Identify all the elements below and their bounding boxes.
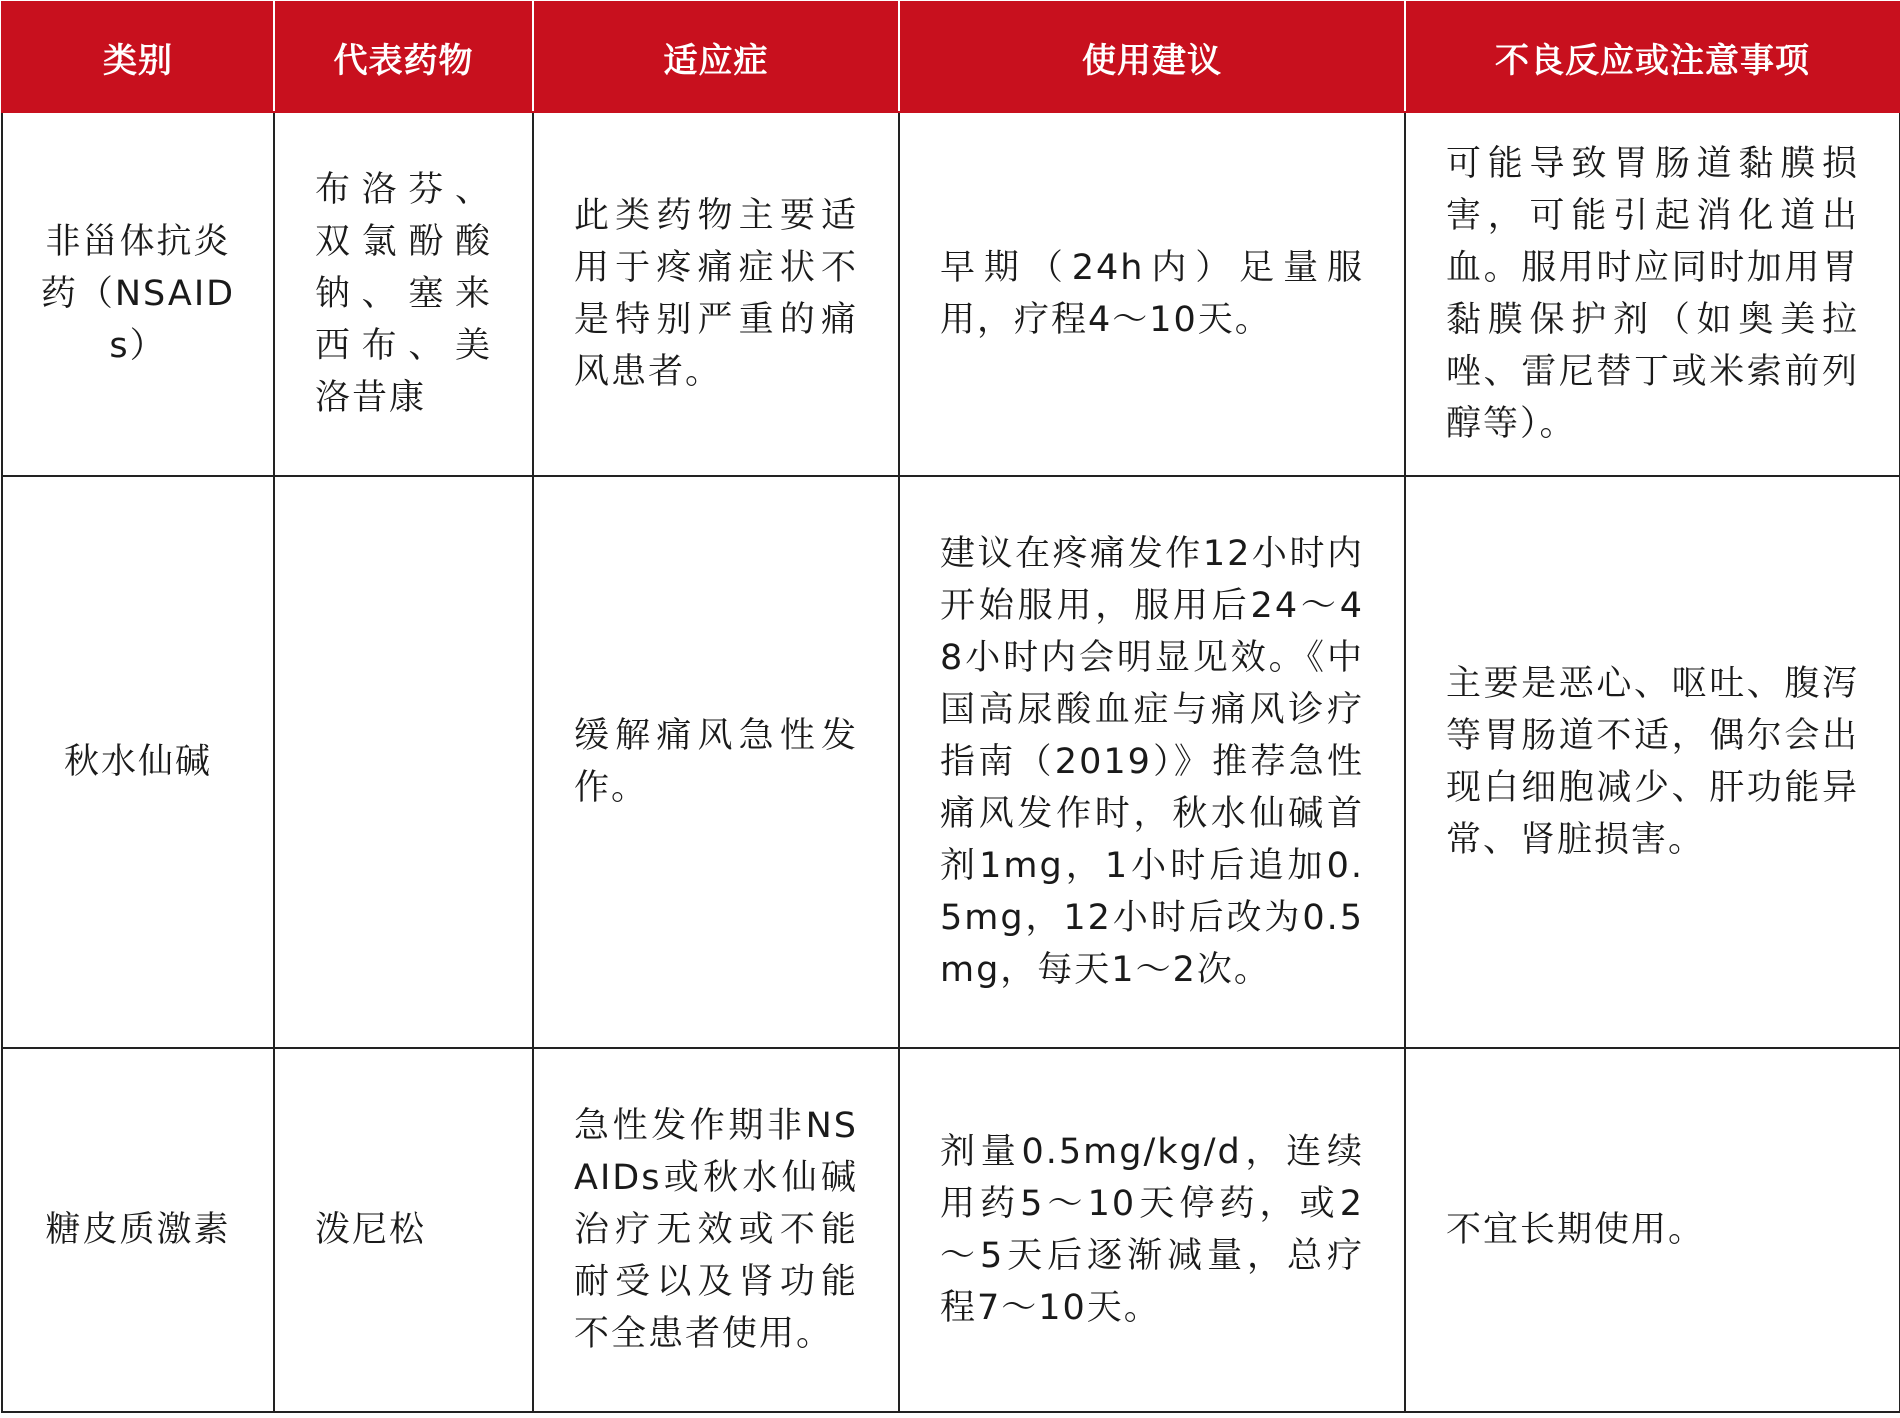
table-row bbox=[2, 1048, 1900, 1412]
cell-adverse: 不宜长期使用。 bbox=[1405, 1048, 1900, 1412]
header-advice: 使用建议 bbox=[899, 2, 1405, 112]
cell-adverse: 主要是恶心、呕吐、腹泻等胃肠道不适，偶尔会出现白细胞减少、肝功能异常、肾脏损害。 bbox=[1405, 476, 1900, 1048]
header-drugs: 代表药物 bbox=[274, 2, 533, 112]
cell-drugs: 泼尼松 bbox=[274, 1048, 533, 1412]
header-adverse: 不良反应或注意事项 bbox=[1405, 2, 1900, 112]
gout-drug-table bbox=[1, 1, 1900, 1413]
table-row bbox=[2, 476, 1900, 1048]
cell-advice: 剂量0.5mg/kg/d，连续用药5～10天停药，或2～5天后逐渐减量，总疗程7～10天。 bbox=[899, 1048, 1405, 1412]
cell-category: 非甾体抗炎药（NSAIDs） bbox=[2, 112, 274, 476]
cell-advice: 早期（24h内）足量服用，疗程4～10天。 bbox=[899, 112, 1405, 476]
cell-drugs bbox=[274, 476, 533, 1048]
table-header-row bbox=[2, 2, 1900, 112]
header-indication: 适应症 bbox=[533, 2, 899, 112]
cell-indication: 此类药物主要适用于疼痛症状不是特别严重的痛风患者。 bbox=[533, 112, 899, 476]
cell-drugs: 布洛芬、双氯酚酸钠、塞来西布、美洛昔康 bbox=[274, 112, 533, 476]
cell-indication: 缓解痛风急性发作。 bbox=[533, 476, 899, 1048]
cell-adverse: 可能导致胃肠道黏膜损害，可能引起消化道出血。服用时应同时加用胃黏膜保护剂（如奥美拉唑、雷尼替丁或米索前列醇等）。 bbox=[1405, 112, 1900, 476]
cell-advice: 建议在疼痛发作12小时内开始服用，服用后24～48小时内会明显见效。《中国高尿酸血症与痛风诊疗指南（2019）》推荐急性痛风发作时，秋水仙碱首剂1mg，1小时后追加0.5mg，12小时后改为0.5mg，每天1～2次。 bbox=[899, 476, 1405, 1048]
header-category: 类别 bbox=[2, 2, 274, 112]
cell-category: 秋水仙碱 bbox=[2, 476, 274, 1048]
cell-indication: 急性发作期非NSAIDs或秋水仙碱治疗无效或不能耐受以及肾功能不全患者使用。 bbox=[533, 1048, 899, 1412]
table-row bbox=[2, 112, 1900, 476]
cell-category: 糖皮质激素 bbox=[2, 1048, 274, 1412]
